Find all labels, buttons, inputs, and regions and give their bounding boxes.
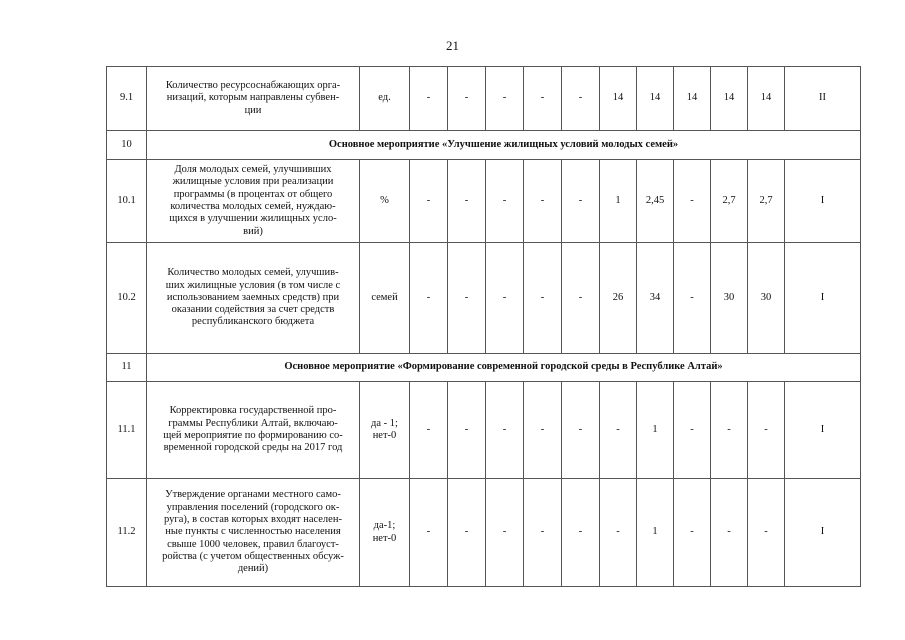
value-cell: - [562, 160, 600, 243]
row-number: 11 [107, 354, 147, 382]
unit-cell: ед. [360, 67, 410, 131]
value-cell: 14 [674, 67, 711, 131]
value-cell: - [486, 67, 524, 131]
table-row [107, 67, 861, 131]
value-cell: 14 [637, 67, 674, 131]
table-body [107, 67, 861, 587]
value-cell: - [674, 382, 711, 479]
row-number: 10.2 [107, 243, 147, 354]
value-cell: 14 [748, 67, 785, 131]
row-number: 11.2 [107, 479, 147, 587]
table-row [107, 382, 861, 479]
value-cell: - [674, 243, 711, 354]
value-cell: - [448, 479, 486, 587]
value-cell: - [600, 382, 637, 479]
value-cell: - [674, 479, 711, 587]
value-cell: - [524, 479, 562, 587]
value-cell: 1 [600, 160, 637, 243]
value-cell: 2,45 [637, 160, 674, 243]
value-cell: - [410, 479, 448, 587]
row-number: 10.1 [107, 160, 147, 243]
indicator-description: Утверждение органами местного само- управления поселений (городского ок- руга), в состав которых входят населен- ные пункты с численностью населения свыше 1000 человек, правил благоуст- ройства (с учетом общественных обсуж- дений) [147, 479, 360, 587]
section-header-row [107, 131, 861, 160]
value-cell: - [562, 479, 600, 587]
indicators-table [106, 66, 861, 587]
section-title: Основное мероприятие «Улучшение жилищных условий молодых семей» [147, 131, 861, 160]
value-cell: - [448, 243, 486, 354]
indicator-description: Доля молодых семей, улучшивших жилищные условия при реализации программы (в процентах от общего количества молодых семей, нуждаю- щихся в улучшении жилищных усло- вий) [147, 160, 360, 243]
unit-cell: да-1; нет-0 [360, 479, 410, 587]
section-header-row [107, 354, 861, 382]
value-cell: - [748, 382, 785, 479]
row-number: 11.1 [107, 382, 147, 479]
category-cell: I [785, 160, 861, 243]
unit-cell: да - 1; нет-0 [360, 382, 410, 479]
value-cell: - [524, 243, 562, 354]
category-cell: II [785, 67, 861, 131]
value-cell: 2,7 [711, 160, 748, 243]
value-cell: - [748, 479, 785, 587]
value-cell: 14 [711, 67, 748, 131]
row-number: 9.1 [107, 67, 147, 131]
value-cell: 30 [711, 243, 748, 354]
category-cell: I [785, 382, 861, 479]
indicator-description: Количество ресурсоснабжающих орга- низаций, которым направлены субвен- ции [147, 67, 360, 131]
value-cell: - [486, 382, 524, 479]
value-cell: 1 [637, 479, 674, 587]
value-cell: - [486, 243, 524, 354]
value-cell: - [674, 160, 711, 243]
value-cell: - [448, 382, 486, 479]
value-cell: 34 [637, 243, 674, 354]
value-cell: - [711, 382, 748, 479]
value-cell: 30 [748, 243, 785, 354]
value-cell: - [600, 479, 637, 587]
value-cell: - [410, 67, 448, 131]
value-cell: 26 [600, 243, 637, 354]
value-cell: - [711, 479, 748, 587]
value-cell: - [410, 243, 448, 354]
unit-cell: % [360, 160, 410, 243]
value-cell: - [448, 67, 486, 131]
row-number: 10 [107, 131, 147, 160]
value-cell: - [562, 382, 600, 479]
value-cell: - [486, 479, 524, 587]
value-cell: - [524, 67, 562, 131]
unit-cell: семей [360, 243, 410, 354]
indicator-description: Корректировка государственной про- граммы Республики Алтай, включаю- щей мероприятие по формированию со- временной городской среды на 2017 год [147, 382, 360, 479]
page-number: 21 [446, 38, 459, 53]
category-cell: I [785, 243, 861, 354]
value-cell: 2,7 [748, 160, 785, 243]
indicator-description: Количество молодых семей, улучшив- ших жилищные условия (в том числе с использованием заемных средств) при оказании содействия за счет средств республиканского бюджета [147, 243, 360, 354]
value-cell: - [524, 382, 562, 479]
value-cell: - [524, 160, 562, 243]
value-cell: - [448, 160, 486, 243]
category-cell: I [785, 479, 861, 587]
value-cell: - [562, 243, 600, 354]
value-cell: - [410, 382, 448, 479]
section-title: Основное мероприятие «Формирование современной городской среды в Республике Алтай» [147, 354, 861, 382]
value-cell: 14 [600, 67, 637, 131]
value-cell: 1 [637, 382, 674, 479]
table-row [107, 160, 861, 243]
table-row [107, 243, 861, 354]
table-row [107, 479, 861, 587]
value-cell: - [562, 67, 600, 131]
value-cell: - [486, 160, 524, 243]
value-cell: - [410, 160, 448, 243]
